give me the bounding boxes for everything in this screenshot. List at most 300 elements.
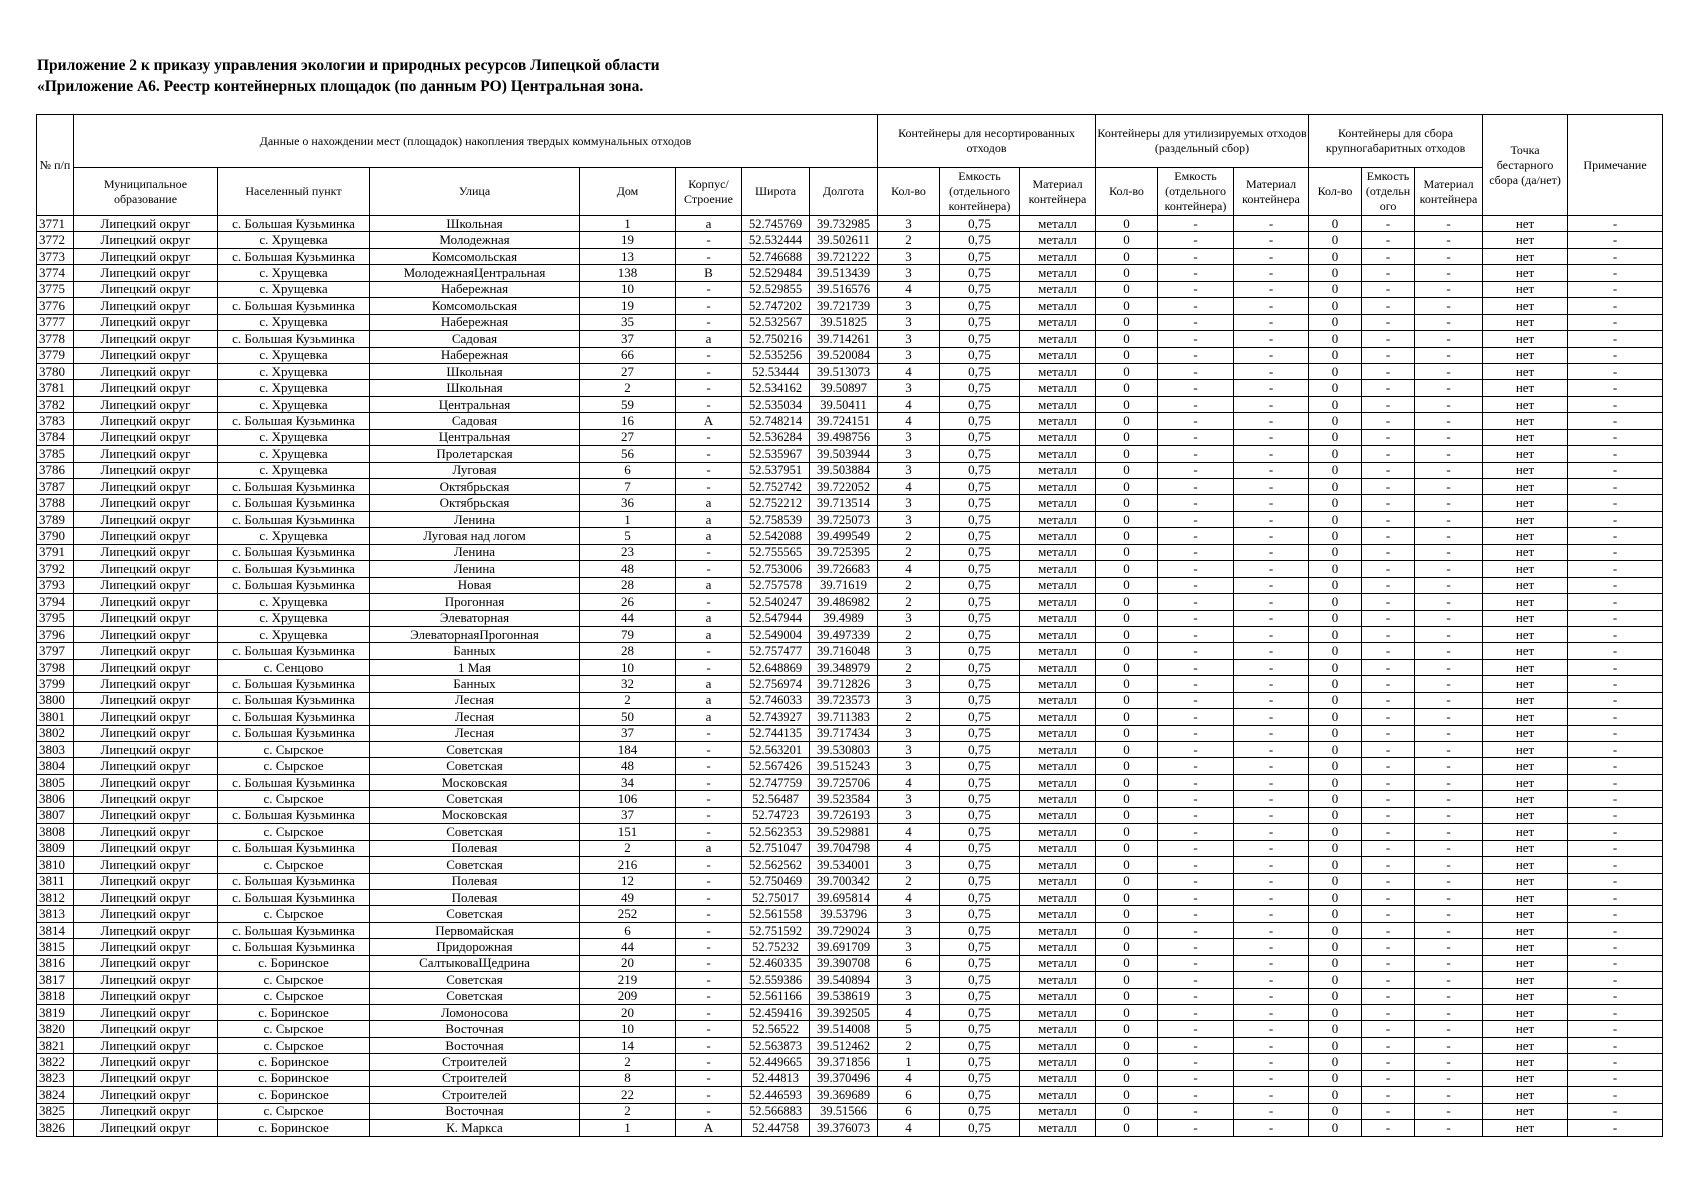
cell-num: 3812 (37, 889, 74, 905)
cell-u-material: металл (1020, 347, 1096, 363)
cell-u-material: металл (1020, 594, 1096, 610)
cell-lat: 52.758539 (742, 511, 810, 527)
cell-municipality: Липецкий округ (74, 1005, 218, 1021)
cell-u-material: металл (1020, 659, 1096, 675)
cell-r-material: - (1234, 659, 1309, 675)
cell-num: 3780 (37, 363, 74, 379)
cell-street: Октябрьская (370, 479, 580, 495)
cell-b-material: - (1415, 1037, 1483, 1053)
col-header-municipality: Муниципальное образование (74, 168, 218, 216)
cell-b-count: 0 (1309, 955, 1362, 971)
cell-house: 2 (580, 1054, 676, 1070)
cell-num: 3819 (37, 1005, 74, 1021)
cell-municipality: Липецкий округ (74, 643, 218, 659)
cell-u-count: 2 (878, 544, 940, 560)
cell-u-capacity: 0,75 (940, 298, 1020, 314)
cell-municipality: Липецкий округ (74, 298, 218, 314)
cell-settlement: с. Боринское (218, 1120, 370, 1136)
cell-street: Садовая (370, 413, 580, 429)
cell-b-capacity: - (1362, 791, 1415, 807)
cell-u-count: 6 (878, 1103, 940, 1119)
cell-b-count: 0 (1309, 889, 1362, 905)
cell-u-capacity: 0,75 (940, 232, 1020, 248)
cell-note: - (1568, 495, 1663, 511)
cell-b-material: - (1415, 281, 1483, 297)
cell-lon: 39.717434 (810, 725, 878, 741)
cell-r-capacity: - (1158, 544, 1234, 560)
cell-b-material: - (1415, 857, 1483, 873)
cell-u-capacity: 0,75 (940, 610, 1020, 626)
cell-house: 6 (580, 462, 676, 478)
table-row (37, 1103, 1663, 1119)
cell-lat: 52.757578 (742, 577, 810, 593)
table-row (37, 511, 1663, 527)
cell-bagless: нет (1483, 363, 1568, 379)
cell-r-count: 0 (1096, 446, 1158, 462)
cell-u-material: металл (1020, 922, 1096, 938)
cell-municipality: Липецкий округ (74, 594, 218, 610)
cell-r-material: - (1234, 972, 1309, 988)
cell-b-capacity: - (1362, 840, 1415, 856)
cell-num: 3808 (37, 824, 74, 840)
cell-street: Строителей (370, 1087, 580, 1103)
cell-b-count: 0 (1309, 232, 1362, 248)
cell-street: Московская (370, 774, 580, 790)
cell-settlement: с. Хрущевка (218, 363, 370, 379)
cell-u-material: металл (1020, 479, 1096, 495)
cell-b-count: 0 (1309, 1070, 1362, 1086)
cell-u-count: 3 (878, 462, 940, 478)
cell-settlement: с. Сырское (218, 1103, 370, 1119)
cell-num: 3788 (37, 495, 74, 511)
cell-u-count: 2 (878, 577, 940, 593)
cell-lon: 39.725395 (810, 544, 878, 560)
cell-b-count: 0 (1309, 873, 1362, 889)
cell-street: Советская (370, 742, 580, 758)
cell-b-material: - (1415, 955, 1483, 971)
cell-lon: 39.502611 (810, 232, 878, 248)
cell-r-capacity: - (1158, 955, 1234, 971)
cell-r-count: 0 (1096, 479, 1158, 495)
cell-num: 3824 (37, 1087, 74, 1103)
cell-lat: 52.532567 (742, 314, 810, 330)
cell-u-count: 2 (878, 659, 940, 675)
cell-settlement: с. Хрущевка (218, 446, 370, 462)
cell-r-material: - (1234, 1070, 1309, 1086)
cell-lon: 39.497339 (810, 626, 878, 642)
cell-lat: 52.745769 (742, 216, 810, 232)
cell-note: - (1568, 742, 1663, 758)
cell-r-count: 0 (1096, 298, 1158, 314)
cell-building: - (676, 429, 742, 445)
cell-street: Лесная (370, 725, 580, 741)
cell-house: 16 (580, 413, 676, 429)
cell-b-count: 0 (1309, 1087, 1362, 1103)
cell-note: - (1568, 807, 1663, 823)
cell-building: - (676, 446, 742, 462)
cell-building: а (676, 495, 742, 511)
cell-u-count: 4 (878, 281, 940, 297)
cell-building: - (676, 889, 742, 905)
cell-building: а (676, 577, 742, 593)
cell-b-material: - (1415, 922, 1483, 938)
cell-b-material: - (1415, 331, 1483, 347)
cell-num: 3823 (37, 1070, 74, 1086)
cell-r-capacity: - (1158, 643, 1234, 659)
cell-r-capacity: - (1158, 1037, 1234, 1053)
cell-note: - (1568, 594, 1663, 610)
cell-u-material: металл (1020, 840, 1096, 856)
cell-lon: 39.725706 (810, 774, 878, 790)
cell-municipality: Липецкий округ (74, 380, 218, 396)
cell-building: а (676, 511, 742, 527)
cell-building: - (676, 742, 742, 758)
cell-note: - (1568, 363, 1663, 379)
cell-house: 1 (580, 1120, 676, 1136)
cell-settlement: с. Хрущевка (218, 429, 370, 445)
cell-u-capacity: 0,75 (940, 314, 1020, 330)
cell-r-material: - (1234, 1103, 1309, 1119)
cell-b-material: - (1415, 462, 1483, 478)
cell-street: Восточная (370, 1021, 580, 1037)
col-header-unsorted-material: Материал контейнера (1020, 168, 1096, 216)
cell-r-count: 0 (1096, 610, 1158, 626)
cell-street: Молодежная (370, 232, 580, 248)
cell-u-count: 5 (878, 1021, 940, 1037)
cell-house: 37 (580, 725, 676, 741)
cell-note: - (1568, 939, 1663, 955)
cell-note: - (1568, 643, 1663, 659)
cell-num: 3805 (37, 774, 74, 790)
cell-bagless: нет (1483, 479, 1568, 495)
cell-b-count: 0 (1309, 807, 1362, 823)
col-header-bulky-material: Материал контейнера (1415, 168, 1483, 216)
cell-note: - (1568, 626, 1663, 642)
cell-r-capacity: - (1158, 1087, 1234, 1103)
cell-b-count: 0 (1309, 429, 1362, 445)
cell-num: 3799 (37, 676, 74, 692)
cell-b-capacity: - (1362, 248, 1415, 264)
cell-r-count: 0 (1096, 1087, 1158, 1103)
cell-u-material: металл (1020, 396, 1096, 412)
cell-u-material: металл (1020, 692, 1096, 708)
cell-r-material: - (1234, 528, 1309, 544)
table-row (37, 626, 1663, 642)
cell-u-material: металл (1020, 1070, 1096, 1086)
cell-building: а (676, 216, 742, 232)
cell-u-count: 4 (878, 774, 940, 790)
cell-note: - (1568, 446, 1663, 462)
cell-house: 252 (580, 906, 676, 922)
cell-lon: 39.712826 (810, 676, 878, 692)
cell-u-capacity: 0,75 (940, 873, 1020, 889)
cell-b-material: - (1415, 643, 1483, 659)
cell-lon: 39.503884 (810, 462, 878, 478)
cell-building: А (676, 1120, 742, 1136)
cell-house: 13 (580, 248, 676, 264)
cell-settlement: с. Хрущевка (218, 281, 370, 297)
cell-settlement: с. Большая Кузьминка (218, 840, 370, 856)
cell-building: а (676, 692, 742, 708)
cell-building: - (676, 873, 742, 889)
cell-building: - (676, 314, 742, 330)
cell-u-count: 2 (878, 594, 940, 610)
cell-num: 3798 (37, 659, 74, 675)
cell-r-capacity: - (1158, 446, 1234, 462)
cell-building: - (676, 774, 742, 790)
cell-building: - (676, 281, 742, 297)
cell-settlement: с. Большая Кузьминка (218, 889, 370, 905)
cell-note: - (1568, 1087, 1663, 1103)
cell-u-count: 2 (878, 626, 940, 642)
table-row (37, 939, 1663, 955)
cell-u-material: металл (1020, 824, 1096, 840)
cell-b-count: 0 (1309, 298, 1362, 314)
cell-r-count: 0 (1096, 626, 1158, 642)
cell-municipality: Липецкий округ (74, 347, 218, 363)
cell-b-material: - (1415, 561, 1483, 577)
cell-building: - (676, 824, 742, 840)
cell-u-material: металл (1020, 906, 1096, 922)
cell-num: 3794 (37, 594, 74, 610)
cell-r-capacity: - (1158, 807, 1234, 823)
cell-bagless: нет (1483, 889, 1568, 905)
cell-u-capacity: 0,75 (940, 396, 1020, 412)
cell-r-capacity: - (1158, 331, 1234, 347)
cell-house: 7 (580, 479, 676, 495)
cell-b-material: - (1415, 265, 1483, 281)
cell-bagless: нет (1483, 791, 1568, 807)
cell-note: - (1568, 857, 1663, 873)
cell-u-count: 3 (878, 265, 940, 281)
cell-lon: 39.721739 (810, 298, 878, 314)
cell-r-count: 0 (1096, 1054, 1158, 1070)
cell-b-count: 0 (1309, 626, 1362, 642)
cell-b-count: 0 (1309, 577, 1362, 593)
cell-b-capacity: - (1362, 1054, 1415, 1070)
cell-u-capacity: 0,75 (940, 955, 1020, 971)
cell-building: а (676, 610, 742, 626)
cell-u-material: металл (1020, 1021, 1096, 1037)
cell-note: - (1568, 873, 1663, 889)
cell-r-capacity: - (1158, 1103, 1234, 1119)
cell-b-capacity: - (1362, 265, 1415, 281)
cell-note: - (1568, 676, 1663, 692)
cell-r-material: - (1234, 692, 1309, 708)
cell-u-capacity: 0,75 (940, 824, 1020, 840)
cell-lat: 52.56522 (742, 1021, 810, 1037)
table-row (37, 906, 1663, 922)
cell-municipality: Липецкий округ (74, 922, 218, 938)
cell-lon: 39.371856 (810, 1054, 878, 1070)
cell-lon: 39.71619 (810, 577, 878, 593)
cell-bagless: нет (1483, 988, 1568, 1004)
cell-r-capacity: - (1158, 1070, 1234, 1086)
cell-bagless: нет (1483, 462, 1568, 478)
cell-b-capacity: - (1362, 988, 1415, 1004)
table-row (37, 429, 1663, 445)
cell-r-material: - (1234, 1087, 1309, 1103)
cell-lat: 52.562562 (742, 857, 810, 873)
cell-municipality: Липецкий округ (74, 331, 218, 347)
col-group-unsorted: Контейнеры для несортированных отходов (878, 115, 1096, 168)
cell-b-capacity: - (1362, 1087, 1415, 1103)
cell-u-capacity: 0,75 (940, 413, 1020, 429)
cell-r-material: - (1234, 232, 1309, 248)
cell-bagless: нет (1483, 709, 1568, 725)
cell-building: - (676, 479, 742, 495)
cell-building: - (676, 725, 742, 741)
cell-lon: 39.369689 (810, 1087, 878, 1103)
cell-note: - (1568, 725, 1663, 741)
cell-lat: 52.648869 (742, 659, 810, 675)
cell-r-material: - (1234, 331, 1309, 347)
cell-b-count: 0 (1309, 676, 1362, 692)
cell-street: Лесная (370, 709, 580, 725)
cell-r-material: - (1234, 840, 1309, 856)
cell-house: 27 (580, 363, 676, 379)
cell-b-count: 0 (1309, 1054, 1362, 1070)
cell-r-capacity: - (1158, 659, 1234, 675)
cell-num: 3825 (37, 1103, 74, 1119)
col-header-building: Корпус/ Строение (676, 168, 742, 216)
cell-b-capacity: - (1362, 709, 1415, 725)
cell-lat: 52.529484 (742, 265, 810, 281)
cell-building: - (676, 791, 742, 807)
cell-b-material: - (1415, 972, 1483, 988)
cell-building: - (676, 1054, 742, 1070)
cell-municipality: Липецкий округ (74, 1087, 218, 1103)
cell-settlement: с. Сырское (218, 988, 370, 1004)
cell-num: 3817 (37, 972, 74, 988)
cell-note: - (1568, 906, 1663, 922)
cell-street: Элеваторная (370, 610, 580, 626)
cell-u-capacity: 0,75 (940, 840, 1020, 856)
cell-lon: 39.723573 (810, 692, 878, 708)
cell-bagless: нет (1483, 922, 1568, 938)
cell-r-count: 0 (1096, 347, 1158, 363)
cell-street: Новая (370, 577, 580, 593)
cell-b-material: - (1415, 807, 1483, 823)
table-row (37, 281, 1663, 297)
cell-r-material: - (1234, 380, 1309, 396)
cell-u-material: металл (1020, 873, 1096, 889)
table-row (37, 1005, 1663, 1021)
table-row (37, 479, 1663, 495)
cell-r-material: - (1234, 922, 1309, 938)
cell-r-count: 0 (1096, 511, 1158, 527)
cell-r-count: 0 (1096, 922, 1158, 938)
cell-municipality: Липецкий округ (74, 659, 218, 675)
cell-r-capacity: - (1158, 972, 1234, 988)
cell-house: 23 (580, 544, 676, 560)
cell-street: Московская (370, 807, 580, 823)
cell-bagless: нет (1483, 758, 1568, 774)
cell-bagless: нет (1483, 1037, 1568, 1053)
cell-u-count: 6 (878, 1087, 940, 1103)
cell-bagless: нет (1483, 676, 1568, 692)
cell-building: - (676, 1087, 742, 1103)
cell-b-count: 0 (1309, 709, 1362, 725)
col-header-unsorted-capacity: Емкость (отдельного контейнера) (940, 168, 1020, 216)
cell-b-capacity: - (1362, 380, 1415, 396)
cell-building: - (676, 380, 742, 396)
cell-r-count: 0 (1096, 742, 1158, 758)
cell-settlement: с. Большая Кузьминка (218, 774, 370, 790)
cell-street: СалтыковаЩедрина (370, 955, 580, 971)
cell-r-count: 0 (1096, 594, 1158, 610)
cell-r-material: - (1234, 742, 1309, 758)
cell-lat: 52.561558 (742, 906, 810, 922)
cell-r-capacity: - (1158, 232, 1234, 248)
cell-u-count: 3 (878, 988, 940, 1004)
table-row (37, 594, 1663, 610)
cell-lat: 52.746688 (742, 248, 810, 264)
cell-num: 3779 (37, 347, 74, 363)
cell-building: а (676, 626, 742, 642)
cell-u-capacity: 0,75 (940, 1087, 1020, 1103)
cell-u-count: 2 (878, 528, 940, 544)
cell-num: 3801 (37, 709, 74, 725)
cell-u-material: металл (1020, 446, 1096, 462)
cell-u-material: металл (1020, 972, 1096, 988)
cell-b-capacity: - (1362, 774, 1415, 790)
cell-municipality: Липецкий округ (74, 709, 218, 725)
cell-settlement: с. Сырское (218, 791, 370, 807)
cell-b-capacity: - (1362, 1070, 1415, 1086)
cell-num: 3783 (37, 413, 74, 429)
cell-building: - (676, 248, 742, 264)
cell-lat: 52.753006 (742, 561, 810, 577)
col-header-street: Улица (370, 168, 580, 216)
cell-r-count: 0 (1096, 314, 1158, 330)
cell-lat: 52.757477 (742, 643, 810, 659)
cell-r-material: - (1234, 1037, 1309, 1053)
cell-street: Комсомольская (370, 298, 580, 314)
cell-b-material: - (1415, 314, 1483, 330)
cell-r-count: 0 (1096, 807, 1158, 823)
cell-r-material: - (1234, 429, 1309, 445)
cell-street: Советская (370, 791, 580, 807)
cell-r-capacity: - (1158, 1120, 1234, 1136)
cell-u-capacity: 0,75 (940, 347, 1020, 363)
table-row (37, 446, 1663, 462)
cell-num: 3786 (37, 462, 74, 478)
cell-note: - (1568, 988, 1663, 1004)
cell-r-count: 0 (1096, 709, 1158, 725)
cell-b-count: 0 (1309, 511, 1362, 527)
cell-b-capacity: - (1362, 511, 1415, 527)
cell-r-material: - (1234, 265, 1309, 281)
cell-r-capacity: - (1158, 380, 1234, 396)
cell-u-capacity: 0,75 (940, 1120, 1020, 1136)
cell-note: - (1568, 561, 1663, 577)
cell-r-material: - (1234, 511, 1309, 527)
cell-r-capacity: - (1158, 594, 1234, 610)
cell-lon: 39.716048 (810, 643, 878, 659)
cell-municipality: Липецкий округ (74, 807, 218, 823)
cell-u-capacity: 0,75 (940, 774, 1020, 790)
cell-u-capacity: 0,75 (940, 643, 1020, 659)
cell-b-capacity: - (1362, 281, 1415, 297)
cell-u-material: металл (1020, 1120, 1096, 1136)
cell-b-count: 0 (1309, 380, 1362, 396)
cell-b-capacity: - (1362, 873, 1415, 889)
cell-house: 48 (580, 561, 676, 577)
cell-settlement: с. Хрущевка (218, 528, 370, 544)
cell-b-capacity: - (1362, 692, 1415, 708)
cell-street: Набережная (370, 347, 580, 363)
